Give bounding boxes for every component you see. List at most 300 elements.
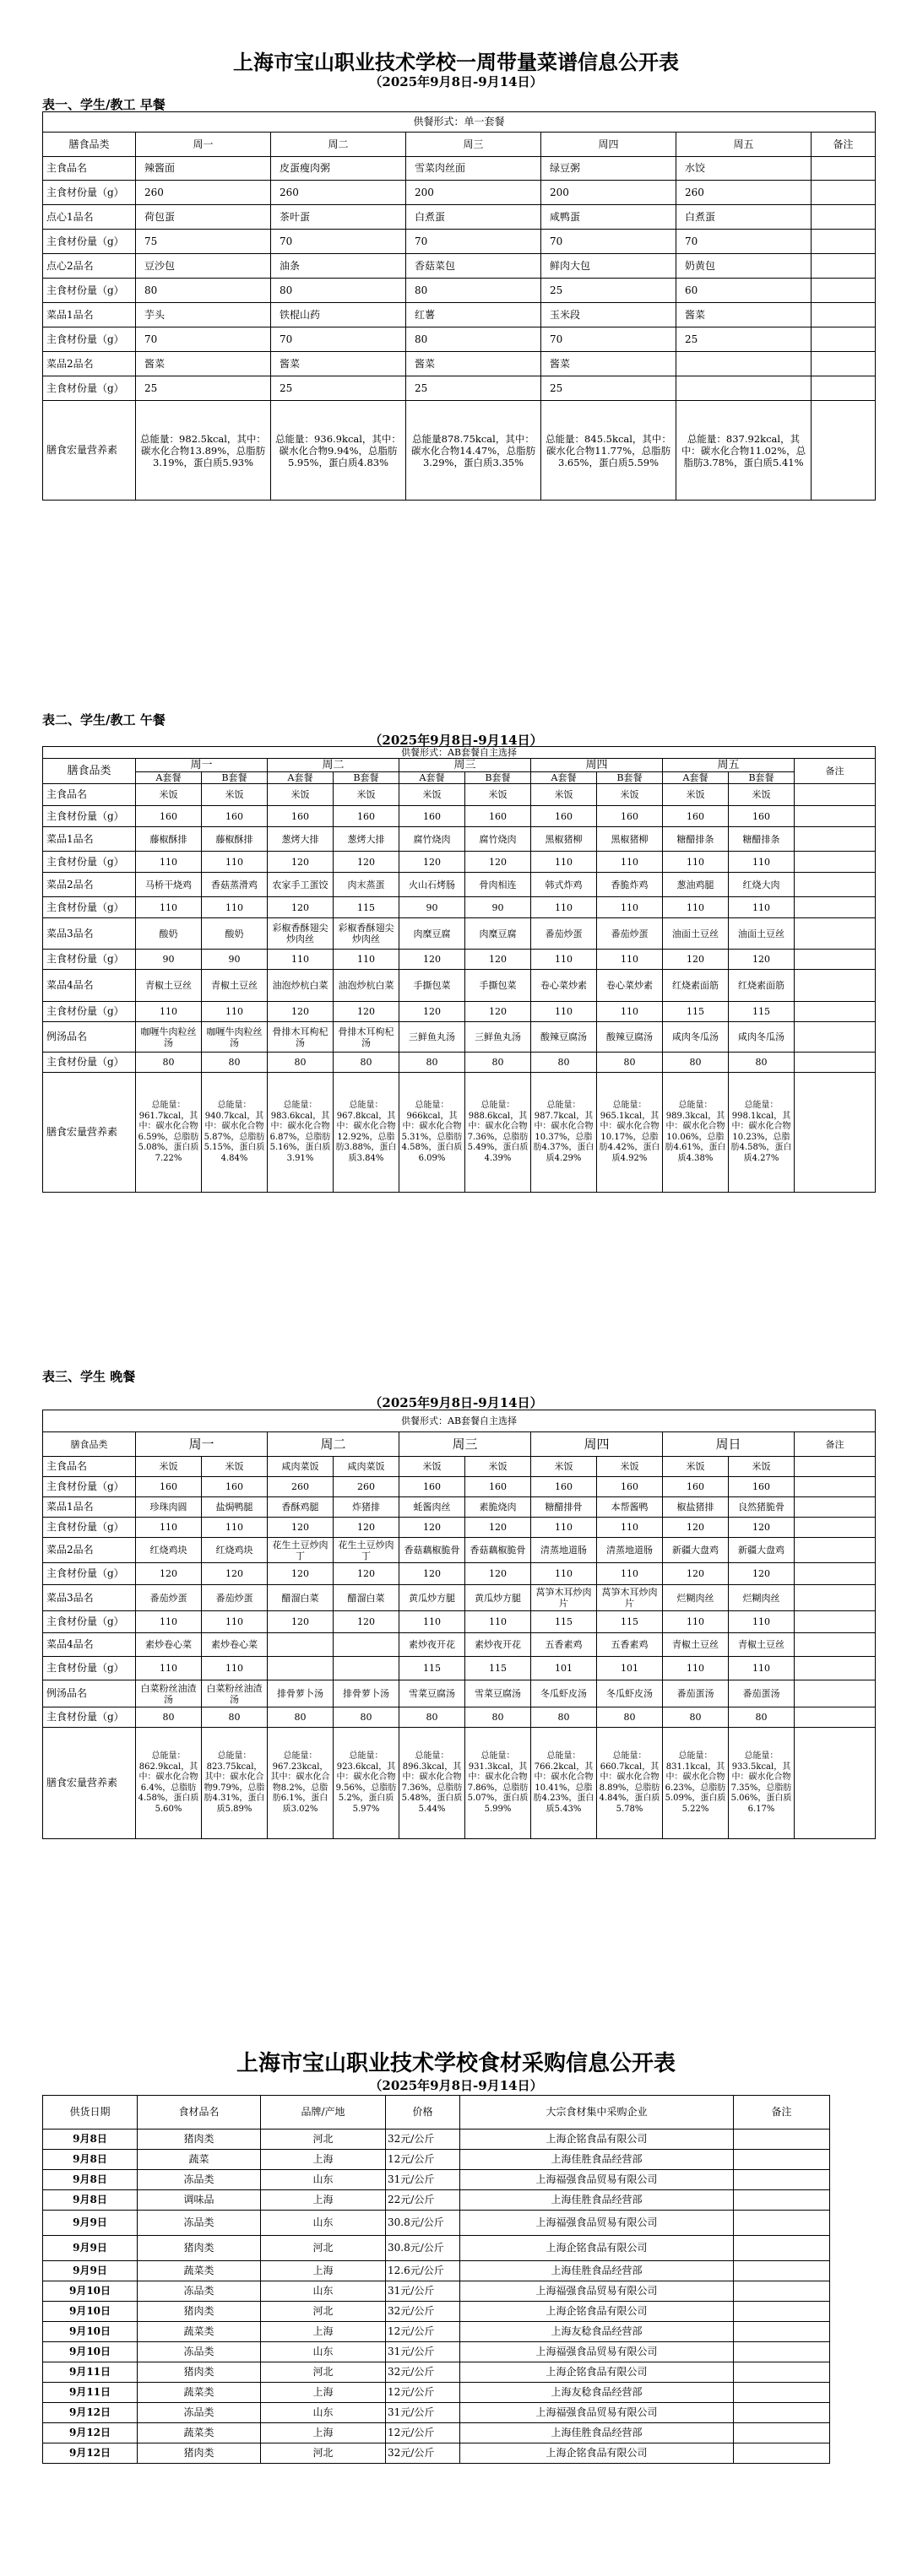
table-cell: 花生土豆炒肉丁 [334, 1538, 399, 1563]
table-cell [734, 2423, 830, 2443]
table-cell: 清蒸地道肠 [597, 1538, 663, 1563]
remark-cell [795, 806, 876, 827]
table-cell: 番茄炒蛋 [597, 918, 663, 950]
table-cell: 70 [541, 327, 676, 352]
table-cell: 12元/公斤 [386, 2383, 460, 2403]
remark-cell [795, 1707, 876, 1728]
table-cell: 110 [531, 950, 597, 970]
nutrition-cell: 总能量：961.7kcal，其中：碳水化合物6.59%，总脂肪5.08%，蛋白质7.22% [136, 1073, 202, 1193]
dinner-caption: 表三、学生 晚餐 [42, 1369, 136, 1384]
table-cell: 蔬菜类 [138, 2322, 261, 2342]
lunch-caption: 表二、学生/教工 午餐 [42, 712, 166, 728]
table-cell [734, 2170, 830, 2190]
table-cell: 115 [597, 1611, 663, 1633]
table-cell: 120 [729, 950, 795, 970]
day-header: 周三 [399, 1432, 531, 1457]
table-cell: 60 [676, 279, 812, 303]
table-cell: 上海佳胜食品经营部 [460, 2261, 734, 2281]
table-cell: 160 [531, 806, 597, 827]
nutrition-cell: 总能量：823.75kcal，其中：碳水化合物9.79%，总脂肪4.31%，蛋白质5.89% [202, 1728, 268, 1839]
table-cell: 咸肉菜饭 [334, 1457, 399, 1477]
remark-cell [812, 205, 876, 230]
table-cell: 70 [271, 230, 406, 254]
table-cell: 素脆烧肉 [465, 1497, 531, 1518]
table-cell: 黄瓜炒方腿 [465, 1585, 531, 1611]
table-cell: 160 [729, 806, 795, 827]
table-cell: 米饭 [399, 1457, 465, 1477]
remark-cell [795, 873, 876, 897]
table-row [43, 897, 876, 918]
row-label: 主食材份量（g） [43, 1707, 136, 1728]
table-cell: 上海企铭食品有限公司 [460, 2302, 734, 2322]
table-cell: 120 [399, 1002, 465, 1022]
table-cell [734, 2281, 830, 2302]
table-cell: 炸猪排 [334, 1497, 399, 1518]
table-cell: 上海企铭食品有限公司 [460, 2443, 734, 2464]
table-cell [734, 2322, 830, 2342]
table-cell: 110 [202, 897, 268, 918]
row-label: 菜品1品名 [43, 1497, 136, 1518]
table-cell: 番茄炒蛋 [531, 918, 597, 950]
table-cell: 110 [729, 852, 795, 873]
remark-cell [812, 303, 876, 327]
set-a-header: A套餐 [663, 772, 729, 784]
table-row [43, 181, 876, 205]
table-cell: 雪菜豆腐汤 [399, 1680, 465, 1707]
table-cell: 咸肉菜饭 [268, 1457, 334, 1477]
day-header: 周二 [268, 1432, 399, 1457]
service-form: 供餐形式：单一套餐 [43, 112, 876, 133]
table-cell: 米饭 [268, 784, 334, 806]
table-cell: 120 [465, 1563, 531, 1585]
table-cell: 120 [399, 950, 465, 970]
remark-cell [795, 1680, 876, 1707]
table-cell: 藤椒酥排 [136, 827, 202, 852]
table-row [43, 205, 876, 230]
nutrition-cell: 总能量：983.6kcal，其中：碳水化合物6.87%，总脂肪5.16%，蛋白质3.91% [268, 1073, 334, 1193]
remark-header: 备注 [795, 1432, 876, 1457]
table-cell: 110 [399, 1611, 465, 1633]
table-cell: 120 [465, 852, 531, 873]
table-cell: 米饭 [729, 1457, 795, 1477]
table-cell: 70 [406, 230, 541, 254]
table-cell: 酱菜 [136, 352, 271, 376]
table-cell: 葱烤大排 [268, 827, 334, 852]
row-label: 点心1品名 [43, 205, 136, 230]
column-header: 价格 [386, 2096, 460, 2130]
row-label: 菜品2品名 [43, 873, 136, 897]
remark-cell [795, 1611, 876, 1633]
remark-cell [795, 1073, 876, 1193]
table-cell: 米饭 [531, 1457, 597, 1477]
table-row [43, 1457, 876, 1477]
table-cell: 80 [268, 1053, 334, 1073]
table-cell: 120 [334, 1563, 399, 1585]
table-cell: 110 [136, 1611, 202, 1633]
table-row [43, 2261, 830, 2281]
table-cell: 115 [663, 1002, 729, 1022]
table-cell: 醋溜白菜 [334, 1585, 399, 1611]
table-cell: 120 [334, 1611, 399, 1633]
table-cell: 冻品类 [138, 2342, 261, 2362]
table-cell: 80 [531, 1707, 597, 1728]
row-label: 主食品名 [43, 784, 136, 806]
table-cell: 160 [334, 806, 399, 827]
table-cell: 醋溜白菜 [268, 1585, 334, 1611]
table-cell: 香菇蒸滑鸡 [202, 873, 268, 897]
table-cell: 米饭 [136, 1457, 202, 1477]
table-row [43, 254, 876, 279]
procurement-table [42, 2095, 830, 2464]
nutrition-cell: 总能量：940.7kcal，其中：碳水化合物5.87%，总脂肪5.15%，蛋白质4.84% [202, 1073, 268, 1193]
table-row [43, 1633, 876, 1657]
table-cell: 90 [465, 897, 531, 918]
service-form: 供餐形式：AB套餐自主选择 [43, 747, 876, 759]
table-cell: 素炒卷心菜 [136, 1633, 202, 1657]
table-cell: 卷心菜炒素 [531, 970, 597, 1002]
lunch-table [42, 746, 876, 1193]
table-cell: 上海友稔食品经营部 [460, 2322, 734, 2342]
remark-cell [795, 1497, 876, 1518]
table-cell: 糖醋排条 [729, 827, 795, 852]
table-cell: 本帮酱鸭 [597, 1497, 663, 1518]
table-cell: 160 [202, 806, 268, 827]
table-cell: 新疆大盘鸡 [663, 1538, 729, 1563]
table-cell: 肉糜豆腐 [399, 918, 465, 950]
table-cell: 110 [597, 1518, 663, 1538]
nutrition-cell: 总能量：936.9kcal，其中：碳水化合物9.94%，总脂肪5.95%，蛋白质4.83% [271, 401, 406, 501]
table-row [43, 230, 876, 254]
table-cell: 黄瓜炒方腿 [399, 1585, 465, 1611]
table-cell: 米饭 [465, 1457, 531, 1477]
table-cell: 110 [136, 1002, 202, 1022]
table-cell: 70 [676, 230, 812, 254]
column-header: 大宗食材集中采购企业 [460, 2096, 734, 2130]
table-cell [334, 1633, 399, 1657]
table-cell: 120 [399, 1563, 465, 1585]
table-cell: 白菜粉丝油渣汤 [202, 1680, 268, 1707]
day-header: 周五 [663, 759, 795, 772]
table-row [43, 2322, 830, 2342]
table-cell: 25 [541, 376, 676, 401]
table-cell: 五香素鸡 [597, 1633, 663, 1657]
table-row [43, 827, 876, 852]
table-cell: 120 [136, 1563, 202, 1585]
table-cell: 160 [136, 806, 202, 827]
column-header: 供货日期 [43, 2096, 138, 2130]
table-cell: 手撕包菜 [465, 970, 531, 1002]
table-cell: 31元/公斤 [386, 2281, 460, 2302]
day-header: 周日 [663, 1432, 795, 1457]
table-cell: 80 [663, 1707, 729, 1728]
table-cell: 烂糊肉丝 [729, 1585, 795, 1611]
table-row [43, 1563, 876, 1585]
table-cell: 排骨萝卜汤 [268, 1680, 334, 1707]
table-cell: 160 [663, 1477, 729, 1497]
table-cell: 咸肉冬瓜汤 [663, 1022, 729, 1053]
set-b-header: B套餐 [202, 772, 268, 784]
row-label: 主食材份量（g） [43, 1657, 136, 1680]
table-cell: 三鲜鱼丸汤 [465, 1022, 531, 1053]
nutrition-cell: 总能量：862.9kcal，其中：碳水化合物6.4%，总脂肪4.58%，蛋白质5.60% [136, 1728, 202, 1839]
table-cell: 香菇藕椒脆骨 [465, 1538, 531, 1563]
table-cell: 110 [202, 1518, 268, 1538]
table-cell: 绿豆粥 [541, 157, 676, 181]
table-row [43, 327, 876, 352]
table-row [43, 1657, 876, 1680]
remark-cell [795, 1477, 876, 1497]
table-cell: 上海佳胜食品经营部 [460, 2150, 734, 2170]
row-label: 菜品3品名 [43, 1585, 136, 1611]
table-cell: 80 [399, 1707, 465, 1728]
table-cell: 青椒土豆丝 [202, 970, 268, 1002]
table-cell: 110 [531, 852, 597, 873]
table-cell: 米饭 [399, 784, 465, 806]
table-cell: 32元/公斤 [386, 2362, 460, 2383]
table-cell: 260 [676, 181, 812, 205]
table-cell: 酱菜 [541, 352, 676, 376]
row-label: 主食材份量（g） [43, 279, 136, 303]
table-cell: 30.8元/公斤 [386, 2236, 460, 2261]
remark-cell [812, 230, 876, 254]
table-cell: 9月12日 [43, 2443, 138, 2464]
table-cell: 肉糜豆腐 [465, 918, 531, 950]
table-cell: 米饭 [597, 1457, 663, 1477]
header-label: 膳食品类 [43, 1432, 136, 1457]
row-label: 例汤品名 [43, 1022, 136, 1053]
remark-cell [795, 784, 876, 806]
nutrition-cell: 总能量：837.92kcal，其中：碳水化合物11.02%，总脂肪3.78%，蛋白质5.41% [676, 401, 812, 501]
table-cell: 莴笋木耳炒肉片 [597, 1585, 663, 1611]
table-cell: 22元/公斤 [386, 2190, 460, 2211]
nutrition-label: 膳食宏量营养素 [43, 401, 136, 501]
table-cell: 红烧素面筋 [663, 970, 729, 1002]
set-a-header: A套餐 [399, 772, 465, 784]
day-header: 周一 [136, 133, 271, 157]
table-cell: 160 [465, 1477, 531, 1497]
remark-cell [795, 1022, 876, 1053]
remark-cell [795, 852, 876, 873]
nutrition-cell: 总能量：967.23kcal，其中：碳水化合物8.2%，总脂肪6.1%，蛋白质3.02% [268, 1728, 334, 1839]
table-cell [734, 2383, 830, 2403]
table-row [43, 918, 876, 950]
table-row [43, 2211, 830, 2236]
table-cell: 上海福强食品贸易有限公司 [460, 2403, 734, 2423]
table-cell: 酸辣豆腐汤 [597, 1022, 663, 1053]
table-cell: 酱菜 [676, 303, 812, 327]
table-cell: 120 [465, 950, 531, 970]
header-label: 膳食品类 [43, 759, 136, 784]
table-cell: 115 [465, 1657, 531, 1680]
table-cell [734, 2236, 830, 2261]
table-cell [734, 2443, 830, 2464]
table-cell: 120 [268, 1563, 334, 1585]
table-cell: 80 [136, 279, 271, 303]
table-row [43, 806, 876, 827]
table-cell: 9月11日 [43, 2362, 138, 2383]
table-cell: 9月9日 [43, 2236, 138, 2261]
table-cell: 豆沙包 [136, 254, 271, 279]
table-cell: 110 [136, 1518, 202, 1538]
table-cell: 冻品类 [138, 2403, 261, 2423]
remark-cell [795, 1518, 876, 1538]
table-cell: 80 [268, 1707, 334, 1728]
table-cell: 素炒卷心菜 [202, 1633, 268, 1657]
table-cell: 青椒土豆丝 [136, 970, 202, 1002]
nutrition-cell: 总能量：896.3kcal，其中：碳水化合物7.36%，总脂肪5.48%，蛋白质5.44% [399, 1728, 465, 1839]
table-cell: 110 [268, 950, 334, 970]
table-cell: 120 [465, 1518, 531, 1538]
remark-header: 备注 [812, 133, 876, 157]
table-cell: 河北 [261, 2362, 386, 2383]
table-cell: 卷心菜炒素 [597, 970, 663, 1002]
table-cell: 五香素鸡 [531, 1633, 597, 1657]
table-row [43, 1611, 876, 1633]
table-row [43, 2383, 830, 2403]
nutrition-cell: 总能量：989.3kcal，其中：碳水化合物10.06%，总脂肪4.61%，蛋白质4.38% [663, 1073, 729, 1193]
table-row [43, 2403, 830, 2423]
table-cell: 彩椒香酥翅尖炒肉丝 [334, 918, 399, 950]
table-cell: 冻品类 [138, 2170, 261, 2190]
table-cell: 酸辣豆腐汤 [531, 1022, 597, 1053]
row-label: 菜品1品名 [43, 303, 136, 327]
set-a-header: A套餐 [268, 772, 334, 784]
table-cell: 80 [597, 1707, 663, 1728]
table-cell: 黑椒猪柳 [597, 827, 663, 852]
set-header-row [43, 772, 876, 784]
table-row [43, 970, 876, 1002]
row-label: 菜品4品名 [43, 970, 136, 1002]
table-cell: 120 [663, 1563, 729, 1585]
table-cell: 上海 [261, 2423, 386, 2443]
procurement-title: 上海市宝山职业技术学校食材采购信息公开表 [236, 2051, 676, 2076]
table-cell: 上海企铭食品有限公司 [460, 2130, 734, 2150]
nutrition-row [43, 401, 876, 501]
table-cell: 120 [268, 1002, 334, 1022]
remark-cell [795, 1633, 876, 1657]
table-cell: 彩椒香酥翅尖炒肉丝 [268, 918, 334, 950]
table-cell: 80 [202, 1707, 268, 1728]
table-cell: 30.8元/公斤 [386, 2211, 460, 2236]
table-cell: 115 [531, 1611, 597, 1633]
table-row [43, 1680, 876, 1707]
table-cell: 31元/公斤 [386, 2170, 460, 2190]
table-cell: 上海佳胜食品经营部 [460, 2423, 734, 2443]
table-cell: 80 [399, 1053, 465, 1073]
row-label: 主食材份量（g） [43, 1002, 136, 1022]
table-cell: 110 [531, 1518, 597, 1538]
table-cell: 香菇藕椒脆骨 [399, 1538, 465, 1563]
table-cell: 米饭 [334, 784, 399, 806]
table-cell: 110 [729, 1611, 795, 1633]
table-cell [334, 1657, 399, 1680]
table-cell: 青椒土豆丝 [729, 1633, 795, 1657]
table-cell: 上海 [261, 2150, 386, 2170]
table-row [43, 784, 876, 806]
table-cell: 32元/公斤 [386, 2130, 460, 2150]
nutrition-cell: 总能量：660.7kcal，其中：碳水化合物8.89%，总脂肪4.84%，蛋白质5.78% [597, 1728, 663, 1839]
table-row [43, 2342, 830, 2362]
menu-dates: （2025年9月8日-9月14日） [369, 74, 543, 89]
remark-cell [812, 279, 876, 303]
table-cell: 上海企铭食品有限公司 [460, 2362, 734, 2383]
table-cell: 260 [334, 1477, 399, 1497]
table-cell: 黑椒猪柳 [531, 827, 597, 852]
table-row [43, 1053, 876, 1073]
table-cell: 米饭 [663, 784, 729, 806]
table-cell: 油条 [271, 254, 406, 279]
table-cell: 9月11日 [43, 2383, 138, 2403]
table-cell: 排骨萝卜汤 [334, 1680, 399, 1707]
remark-cell [812, 352, 876, 376]
table-cell: 咖喱牛肉粒丝汤 [136, 1022, 202, 1053]
table-cell: 糖醋排骨 [531, 1497, 597, 1518]
table-cell: 上海福强食品贸易有限公司 [460, 2342, 734, 2362]
nutrition-row [43, 1728, 876, 1839]
table-cell: 160 [597, 806, 663, 827]
table-cell: 骨排木耳枸杞汤 [268, 1022, 334, 1053]
table-cell: 红薯 [406, 303, 541, 327]
table-cell: 160 [136, 1477, 202, 1497]
table-cell: 260 [136, 181, 271, 205]
table-cell: 咸肉冬瓜汤 [729, 1022, 795, 1053]
table-cell: 骨肉相连 [465, 873, 531, 897]
table-cell: 油泡炒杭白菜 [334, 970, 399, 1002]
nutrition-cell: 总能量：923.6kcal，其中：碳水化合物9.56%，总脂肪5.2%，蛋白质5.97% [334, 1728, 399, 1839]
table-cell: 猪肉类 [138, 2443, 261, 2464]
table-cell: 110 [202, 1002, 268, 1022]
nutrition-cell: 总能量：988.6kcal，其中：碳水化合物7.36%，总脂肪5.49%，蛋白质4.39% [465, 1073, 531, 1193]
remark-cell [795, 827, 876, 852]
table-row [43, 2423, 830, 2443]
table-cell: 山东 [261, 2281, 386, 2302]
table-cell: 9月8日 [43, 2170, 138, 2190]
service-row [43, 747, 876, 759]
table-cell: 素炒夜开花 [399, 1633, 465, 1657]
table-row [43, 1002, 876, 1022]
table-cell: 110 [729, 1657, 795, 1680]
table-cell: 素炒夜开花 [465, 1633, 531, 1657]
table-cell: 上海企铭食品有限公司 [460, 2236, 734, 2261]
table-cell [734, 2211, 830, 2236]
table-cell: 河北 [261, 2236, 386, 2261]
row-label: 菜品2品名 [43, 1538, 136, 1563]
table-cell: 冬瓜虾皮汤 [597, 1680, 663, 1707]
table-cell: 香脆炸鸡 [597, 873, 663, 897]
table-cell: 白煮蛋 [676, 205, 812, 230]
table-row [43, 2362, 830, 2383]
remark-cell [795, 1538, 876, 1563]
table-cell: 上海 [261, 2322, 386, 2342]
breakfast-caption: 表一、学生/教工 早餐 [42, 97, 166, 112]
table-cell: 25 [406, 376, 541, 401]
header-label: 膳食品类 [43, 133, 136, 157]
table-cell: 番茄蛋汤 [663, 1680, 729, 1707]
row-label: 主食材份量（g） [43, 950, 136, 970]
header-row [43, 759, 876, 772]
table-cell: 玉米段 [541, 303, 676, 327]
table-cell: 猪肉类 [138, 2302, 261, 2322]
table-cell: 120 [202, 1563, 268, 1585]
table-cell [268, 1633, 334, 1657]
header-row [43, 1432, 876, 1457]
nutrition-cell: 总能量：998.1kcal，其中：碳水化合物10.23%，总脂肪4.58%，蛋白质4.27% [729, 1073, 795, 1193]
table-cell: 120 [268, 1611, 334, 1633]
table-cell: 120 [399, 1518, 465, 1538]
table-row [43, 303, 876, 327]
remark-cell [812, 327, 876, 352]
table-cell: 农家手工蛋饺 [268, 873, 334, 897]
